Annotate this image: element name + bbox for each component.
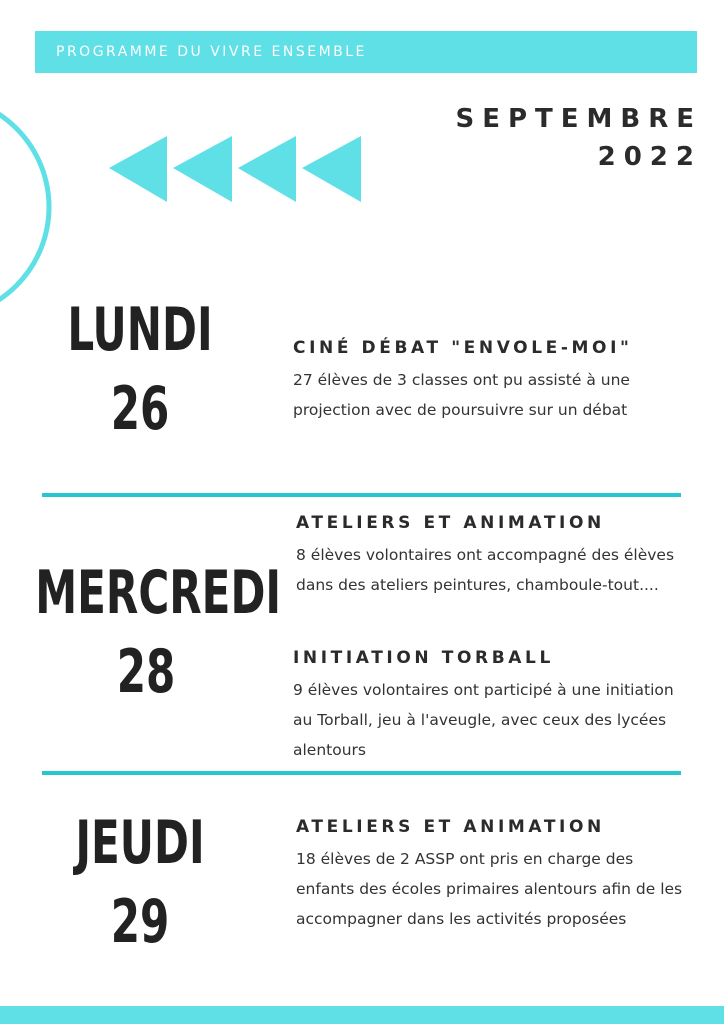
day-block-jeudi: [40, 798, 240, 956]
activity-description: 27 élèves de 3 classes ont pu assisté à une projection avec de poursuivre sur un débat: [293, 371, 630, 419]
day-block-lundi: [40, 285, 240, 443]
activity-description: 18 élèves de 2 ASSP ont pris en charge des enfants des écoles primaires alentours afin de les accompagner dans les activités proposées: [296, 850, 683, 928]
left-triangle-arrows-icon: [105, 132, 365, 208]
activity-title: CINÉ DÉBAT "ENVOLE-MOI": [293, 338, 633, 358]
program-banner: [35, 31, 697, 73]
day-number: 28: [116, 637, 176, 707]
day-number: 26: [110, 374, 170, 444]
year-label: 2022: [597, 142, 702, 172]
activity-title: ATELIERS ET ANIMATION: [296, 817, 605, 837]
footer-bar: [0, 1006, 724, 1024]
day-number: 29: [110, 887, 170, 957]
month-year: [455, 100, 702, 176]
day-name: JEUDI: [75, 808, 205, 878]
month-label: SEPTEMBRE: [455, 104, 702, 134]
activity-title: ATELIERS ET ANIMATION: [296, 513, 605, 533]
activity-title: INITIATION TORBALL: [293, 648, 554, 668]
day-block-mercredi: [4, 548, 288, 706]
day-name: LUNDI: [67, 295, 213, 365]
program-title: PROGRAMME DU VIVRE ENSEMBLE: [56, 44, 367, 60]
activity-description: 9 élèves volontaires ont participé à une initiation au Torball, jeu à l'aveugle, avec ceux des lycées alentours: [293, 681, 674, 759]
section-divider: [42, 771, 681, 775]
decorative-ring-icon: [0, 80, 60, 320]
section-divider: [42, 493, 681, 497]
day-name: MERCREDI: [35, 558, 282, 628]
activity-description: 8 élèves volontaires ont accompagné des élèves dans des ateliers peintures, chamboule-tout....: [296, 546, 675, 594]
